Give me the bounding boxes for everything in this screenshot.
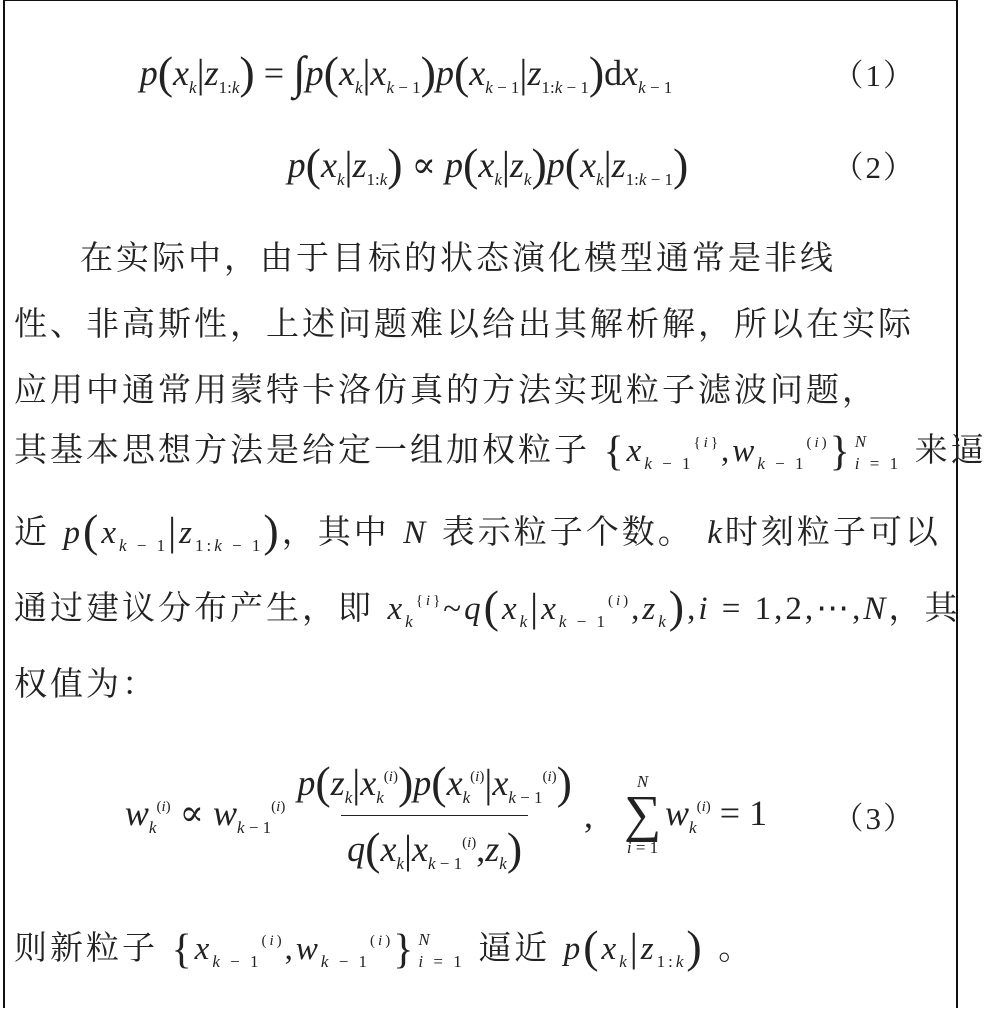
final-text-b: 逼近 xyxy=(478,928,551,967)
paragraph-line-4 xyxy=(14,424,987,476)
final-text-a: 则新粒子 xyxy=(14,928,158,967)
final-text-c: 。 xyxy=(718,928,755,967)
equation-1-number: （1） xyxy=(832,57,916,93)
line4-text-a: 其基本思想方法是给定一组加权粒子 xyxy=(14,430,590,469)
equation-3 xyxy=(0,745,962,885)
paragraph-line-1: 在实际中，由于目标的状态演化模型通常是非线 xyxy=(80,238,836,277)
equation-2 xyxy=(0,134,962,194)
paragraph-line-7: 权值为： xyxy=(14,664,158,703)
equation-3-number: （3） xyxy=(832,800,916,836)
weighted-particle-set: $\{x_{k - 1}^{\{i\}},w_{k - 1}^{(i)}\}$ N i = 1 xyxy=(603,429,902,475)
line6-text-a: 通过建议分布产生，即 xyxy=(14,588,374,627)
symbol-k: k xyxy=(707,515,725,551)
line4-text-b: 来逼 xyxy=(914,430,987,469)
paragraph-line-3: 应用中通常用蒙特卡洛仿真的方法实现粒子滤波问题， xyxy=(14,370,878,409)
paragraph-final xyxy=(14,920,924,974)
new-particle-set: $\{x_{k - 1}^{(i)},w_{k - 1}^{(i)}\}$ N i = 1 xyxy=(171,927,465,973)
symbol-N: N xyxy=(403,515,429,551)
posterior-prev: $p(x_{k - 1}|z_{1:k - 1})$ xyxy=(63,505,282,556)
line5-text-d: 时刻粒子可以 xyxy=(724,512,941,551)
summation: N ∑ i = 1 xyxy=(623,772,662,857)
line5-text-a: 近 xyxy=(14,512,50,551)
line5-text-c: 表示粒子个数。 xyxy=(441,512,694,551)
proposal-distribution: $x_k^{\{i\}}\sim q(x_k|x_{k - 1}^{(i)},z_k),i$ = 1,2,⋯,N xyxy=(387,581,889,632)
equation-2-number: （2） xyxy=(832,149,916,185)
equation-1 xyxy=(0,42,962,102)
equation-3-formula: $w_k^{(i)} \propto w_{k - 1}^{(i)}$ $\frac{p(z_k|x_k^{(i)})p(x_k^{(i)}|x_{k - 1}^{(i)})}{q(x_k|x_{k - 1}^{(i)},z_k)}$ , N ∑ i = 1 $w_k^{(i)} = 1$ xyxy=(124,756,768,874)
paragraph-line-5 xyxy=(14,504,941,557)
line6-text-b: ，其 xyxy=(888,588,961,627)
equation-1-formula: $p(x_k|z_{1:k}) = \int p(x_k|x_{k - 1})p(x_{k - 1}|z_{1:k - 1})dx_{k - 1}$ xyxy=(139,46,673,98)
equation-2-formula: $p(x_k|z_{1:k}) \propto p(x_k|z_k)p(x_k|z_{1:k - 1})$ xyxy=(287,138,689,190)
weight-fraction: $\frac{p(z_k|x_k^{(i)})p(x_k^{(i)}|x_{k - 1}^{(i)})}{q(x_k|x_{k - 1}^{(i)},z_k)}$ xyxy=(297,756,572,874)
posterior-current: $p(x_k|z_{1:k})$ xyxy=(563,921,705,972)
paragraph-line-2: 性、非高斯性，上述问题难以给出其解析解，所以在实际 xyxy=(14,304,914,343)
paragraph-line-6 xyxy=(14,580,961,633)
line5-text-b: ，其中 xyxy=(281,512,390,551)
